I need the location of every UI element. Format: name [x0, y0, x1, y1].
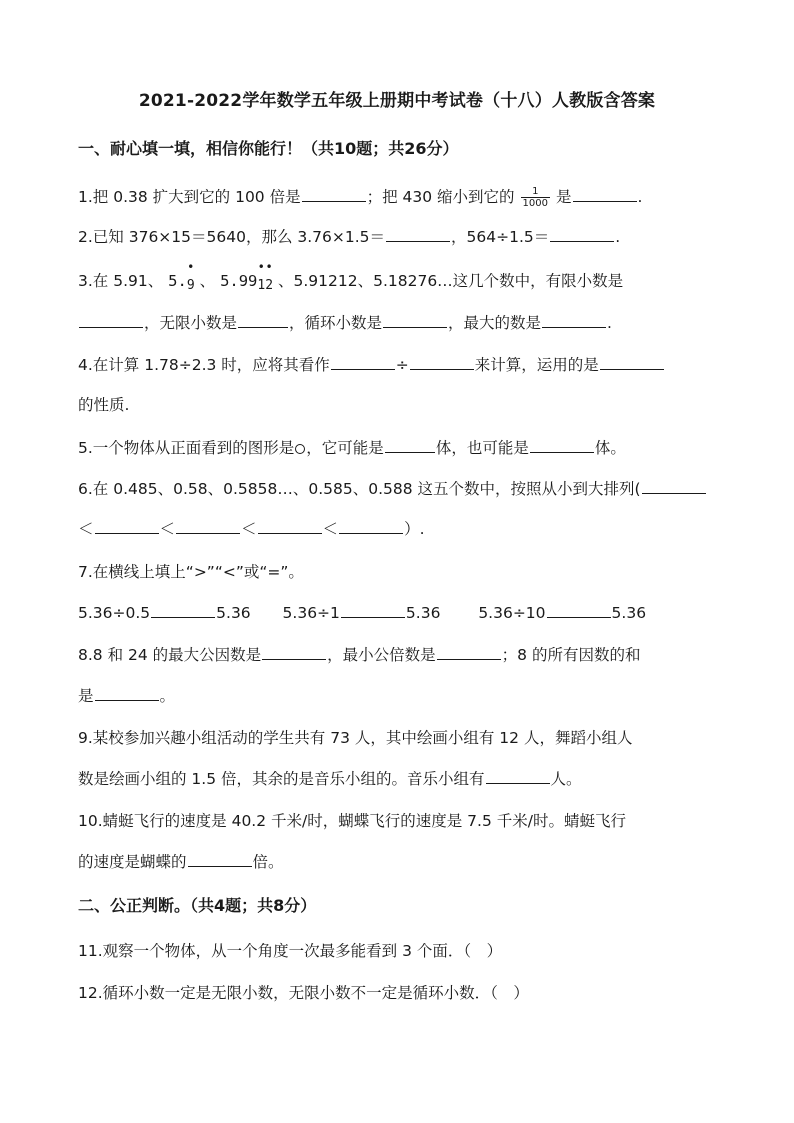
- answer-blank[interactable]: [79, 312, 143, 328]
- question-2: 2.已知 376×15＝5640，那么 3.76×1.5＝ ，564÷1.5＝ .: [78, 228, 621, 246]
- answer-blank[interactable]: [573, 186, 637, 202]
- question-6: 6.在 0.485、0.58、0.5858…、0.585、0.588 这五个数中，按照从小到大排列(: [78, 478, 707, 500]
- question-4-continued: 的性质.: [78, 396, 130, 414]
- question-9-continued: 数是绘画小组的 1.5 倍，其余的是音乐小组的。音乐小组有 人。: [78, 770, 582, 788]
- answer-blank[interactable]: [383, 312, 447, 328]
- question-1: 1.把 0.38 扩大到它的 100 倍是 ；把 430 缩小到它的 $\frac{1}{1000}$ 是 .: [78, 186, 643, 209]
- question-6-continued: ＜ ＜ ＜ ＜ ）.: [78, 520, 425, 538]
- repeating-decimal: 5.99 • $_1$ • $_2$: [220, 260, 274, 293]
- answer-blank[interactable]: [176, 518, 240, 534]
- answer-blank[interactable]: [385, 437, 435, 453]
- answer-blank[interactable]: [302, 186, 366, 202]
- question-5: 5.一个物体从正面看到的图形是 ，它可能是 体，也可能是 体。: [78, 439, 626, 457]
- answer-blank[interactable]: [530, 437, 594, 453]
- section-heading-fill-in: 一、耐心填一填，相信你能行！（共10题；共26分）: [78, 139, 459, 158]
- answer-blank[interactable]: [95, 685, 159, 701]
- answer-blank[interactable]: [600, 354, 664, 370]
- question-8: 8.8 和 24 的最大公因数是 ，最小公倍数是 ；8 的所有因数的和: [78, 646, 641, 664]
- question-3-continued: ，无限小数是 ，循环小数是 ，最大的数是 .: [78, 312, 612, 334]
- section-heading-true-false: 二、公正判断。（共4题；共8分）: [78, 896, 317, 915]
- question-10-continued: 的速度是蝴蝶的 倍。: [78, 853, 284, 871]
- answer-blank[interactable]: [188, 851, 252, 867]
- answer-blank[interactable]: [486, 768, 550, 784]
- answer-blank[interactable]: [386, 226, 450, 242]
- question-7: 7.在横线上填上“>”“<”或“=”。: [78, 563, 304, 581]
- repeat-dot: •: [257, 260, 265, 274]
- question-12: 12.循环小数一定是无限小数，无限小数不一定是循环小数．（ ）: [78, 984, 529, 1002]
- answer-blank[interactable]: [410, 354, 474, 370]
- answer-blank[interactable]: [542, 312, 606, 328]
- answer-blank[interactable]: [547, 602, 611, 618]
- question-9: 9.某校参加兴趣小组活动的学生共有 73 人，其中绘画小组有 12 人，舞蹈小组人: [78, 729, 633, 747]
- answer-blank[interactable]: [339, 518, 403, 534]
- answer-blank[interactable]: [151, 602, 215, 618]
- answer-blank[interactable]: [262, 644, 326, 660]
- question-7-items: 5.36÷0.5 5.36 5.36÷1 5.36 5.36÷10 5.36: [78, 604, 647, 622]
- repeating-decimal: 5. • $_9$: [168, 260, 195, 293]
- answer-blank[interactable]: [341, 602, 405, 618]
- repeat-dot: •: [265, 260, 273, 274]
- page-title: 2021-2022学年数学五年级上册期中考试卷（十八）人教版含答案: [138, 91, 656, 111]
- answer-blank[interactable]: [331, 354, 395, 370]
- answer-blank[interactable]: [95, 518, 159, 534]
- answer-blank[interactable]: [550, 226, 614, 242]
- fraction: $\frac{1}{1000}$: [522, 186, 548, 209]
- answer-blank[interactable]: [258, 518, 322, 534]
- answer-blank[interactable]: [642, 478, 706, 494]
- question-10: 10.蜻蜓飞行的速度是 40.2 千米/时，蝴蝶飞行的速度是 7.5 千米/时。蜻蜓飞行: [78, 812, 626, 830]
- repeat-dot: •: [187, 260, 195, 274]
- answer-blank[interactable]: [437, 644, 501, 660]
- question-4: 4.在计算 1.78÷2.3 时，应将其看作 ÷ 来计算，运用的是: [78, 354, 665, 376]
- question-3: 3.在 5.91、 5. • $_9$ 、 5.99 • $_1$ • $_2$ 、5.91212、5.18276…这几个数中，有限小数是: [78, 270, 623, 297]
- question-11: 11.观察一个物体，从一个角度一次最多能看到 3 个面．（ ）: [78, 942, 503, 960]
- circle-icon: [295, 444, 305, 454]
- answer-blank[interactable]: [238, 312, 288, 328]
- question-8-continued: 是 。: [78, 687, 176, 705]
